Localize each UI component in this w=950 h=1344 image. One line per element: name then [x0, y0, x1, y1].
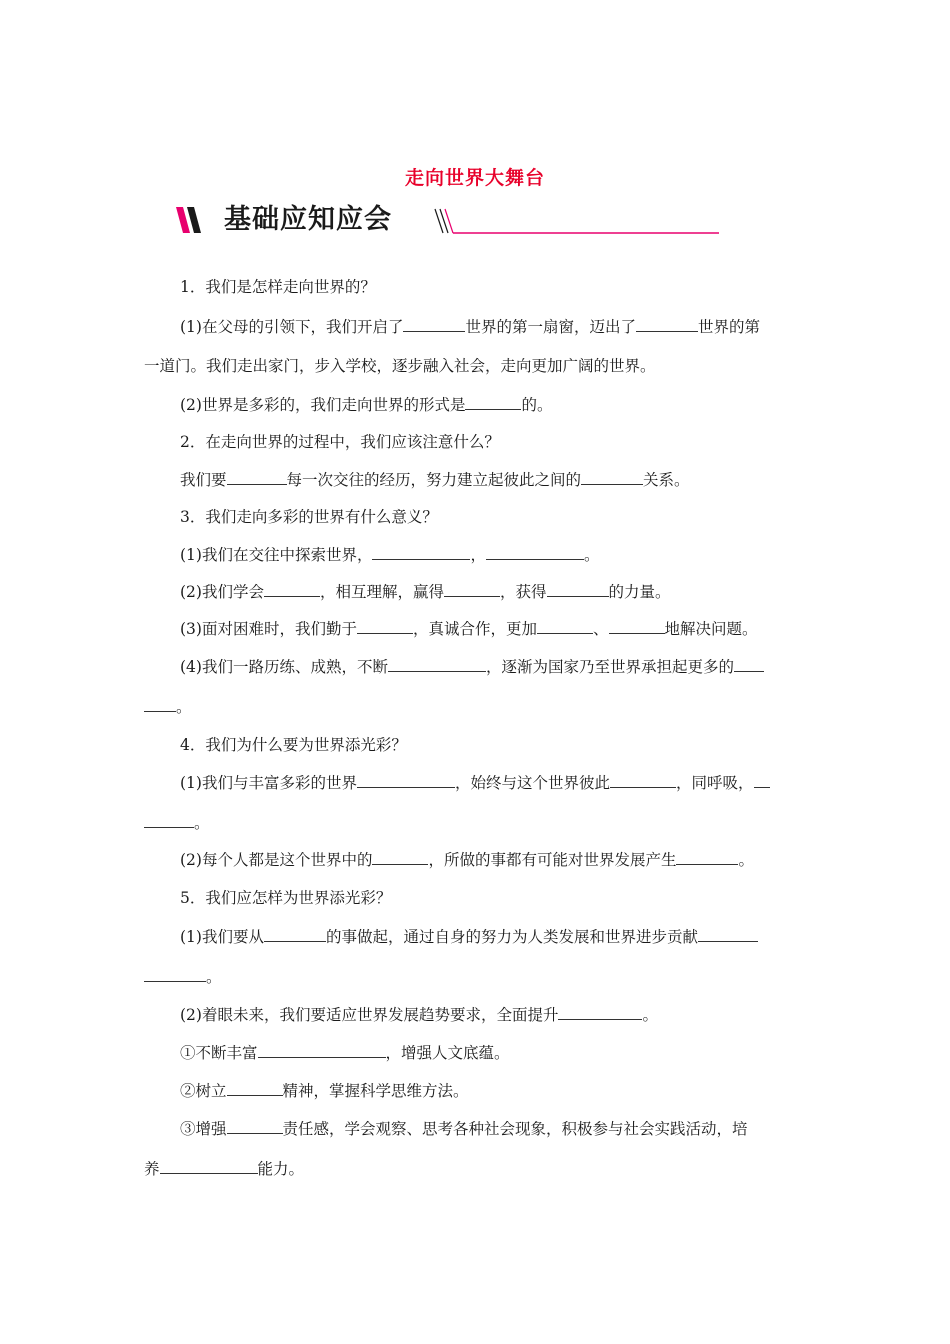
answer-blank[interactable] [754, 773, 770, 788]
q5-item2 [180, 1005, 658, 1025]
answer-blank[interactable] [581, 470, 643, 485]
question-text: 一道门。我们走出家门，步入学校，逐步融入社会，走向更加广阔的世界。 [144, 357, 656, 375]
question-text: 我们要 [180, 471, 227, 489]
q5-item1-line2 [144, 967, 222, 987]
question-text: ，所做的事都有可能对世界发展产生 [428, 851, 677, 869]
question-text: (2)每个人都是这个世界中的 [180, 851, 373, 869]
q2-title [180, 432, 500, 452]
question-text: ，获得 [499, 583, 547, 601]
question-text: 。 [206, 968, 222, 986]
answer-blank[interactable] [537, 619, 593, 634]
section-heading: 基础应知应会 [224, 204, 392, 235]
q3-item4-line1 [180, 657, 764, 677]
question-text: (2)我们学会 [180, 583, 264, 601]
answer-blank[interactable] [372, 545, 470, 560]
answer-blank[interactable] [227, 470, 287, 485]
answer-blank[interactable] [610, 773, 676, 788]
question-text: (1)我们要从 [180, 928, 264, 946]
question-text: 每一次交往的经历，努力建立起彼此之间的 [286, 471, 582, 489]
q5-item2-sub3-line2 [144, 1159, 304, 1179]
question-text: 。 [176, 698, 192, 716]
q5-item2-sub1 [180, 1043, 510, 1063]
q3-item1 [180, 545, 600, 565]
answer-blank[interactable] [486, 545, 584, 560]
answer-blank[interactable] [144, 697, 176, 712]
question-text: (1)我们与丰富多彩的世界 [180, 774, 357, 792]
answer-blank[interactable] [160, 1159, 258, 1174]
q2-answer [180, 470, 690, 490]
q5-title [180, 888, 391, 908]
q4-title [180, 735, 407, 755]
answer-blank[interactable] [698, 927, 758, 942]
answer-blank[interactable] [227, 1119, 283, 1134]
answer-blank[interactable] [144, 967, 206, 982]
question-text: 1．我们是怎样走向世界的？ [180, 278, 376, 296]
answer-blank[interactable] [144, 813, 194, 828]
answer-blank[interactable] [547, 582, 609, 597]
question-text: 的事做起，通过自身的努力为人类发展和世界进步贡献 [325, 928, 698, 946]
question-text: (3)面对困难时，我们勤于 [180, 620, 357, 638]
question-text: 的力量。 [608, 583, 671, 601]
answer-blank[interactable] [372, 850, 428, 865]
q1-title [180, 277, 376, 297]
answer-blank[interactable] [734, 657, 764, 672]
q4-item2 [180, 850, 754, 870]
question-text: 2．在走向世界的过程中，我们应该注意什么？ [180, 433, 500, 451]
question-text: 关系。 [643, 471, 690, 489]
question-text: ，增强人文底蕴。 [385, 1044, 510, 1062]
question-text: (4)我们一路历练、成熟，不断 [180, 658, 388, 676]
answer-blank[interactable] [227, 1081, 283, 1096]
answer-blank[interactable] [465, 395, 521, 410]
q3-item3 [180, 619, 758, 639]
answer-blank[interactable] [264, 582, 320, 597]
question-text: 。 [738, 851, 754, 869]
answer-blank[interactable] [357, 773, 455, 788]
question-text: 4．我们为什么要为世界添光彩？ [180, 736, 407, 754]
question-text: 精神，掌握科学思维方法。 [282, 1082, 469, 1100]
answer-blank[interactable] [609, 619, 665, 634]
q1-item2 [180, 395, 552, 415]
question-text: ，相互理解，赢得 [319, 583, 444, 601]
question-text: 能力。 [257, 1160, 305, 1178]
answer-blank[interactable] [258, 1043, 386, 1058]
question-text: ， [470, 546, 486, 564]
question-text: ，真诚合作，更加 [412, 620, 537, 638]
question-text: ③增强 [180, 1120, 227, 1138]
q5-item2-sub3-line1 [180, 1119, 748, 1139]
section-banner [176, 203, 721, 237]
q5-item2-sub2 [180, 1081, 469, 1101]
q3-title [180, 507, 438, 527]
question-text: (1)我们在交往中探索世界， [180, 546, 373, 564]
question-text: (2)世界是多彩的，我们走向世界的形式是 [180, 396, 466, 414]
answer-blank[interactable] [676, 850, 738, 865]
question-text: 。 [642, 1006, 658, 1024]
answer-blank[interactable] [403, 317, 465, 332]
answer-blank[interactable] [636, 317, 698, 332]
q4-item1-line2 [144, 813, 210, 833]
question-text: (1)在父母的引领下，我们开启了 [180, 318, 404, 336]
answer-blank[interactable] [388, 657, 486, 672]
question-text: ①不断丰富 [180, 1044, 258, 1062]
question-text: ，逐渐为国家乃至世界承担起更多的 [485, 658, 734, 676]
question-text: 、 [592, 620, 609, 638]
question-text: ②树立 [180, 1082, 227, 1100]
question-text: 5．我们应怎样为世界添光彩？ [180, 889, 392, 907]
answer-blank[interactable] [357, 619, 413, 634]
answer-blank[interactable] [558, 1005, 642, 1020]
q3-item2 [180, 582, 671, 602]
question-text: ，始终与这个世界彼此 [454, 774, 610, 792]
question-text: ，同呼吸， [675, 774, 754, 792]
question-text: 。 [583, 546, 600, 564]
question-text: 3．我们走向多彩的世界有什么意义？ [180, 508, 438, 526]
question-text: (2)着眼未来，我们要适应世界发展趋势要求，全面提升 [180, 1006, 559, 1024]
q4-item1-line1 [180, 773, 770, 793]
question-text: 责任感，学会观察、思考各种社会现象，积极参与社会实践活动，培 [282, 1120, 748, 1138]
question-text: 养 [144, 1160, 160, 1178]
q5-item1-line1 [180, 927, 758, 947]
q1-item1-line1 [180, 317, 760, 337]
q1-item1-line2 [144, 356, 656, 376]
answer-blank[interactable] [444, 582, 500, 597]
question-text: 。 [194, 814, 210, 832]
question-text: 的。 [521, 396, 553, 414]
question-text: 世界的第 [697, 318, 760, 336]
q3-item4-line2 [144, 697, 192, 717]
answer-blank[interactable] [264, 927, 326, 942]
question-text: 地解决问题。 [664, 620, 758, 638]
document-title: 走向世界大舞台 [404, 167, 545, 189]
question-text: 世界的第一扇窗，迈出了 [465, 318, 636, 336]
